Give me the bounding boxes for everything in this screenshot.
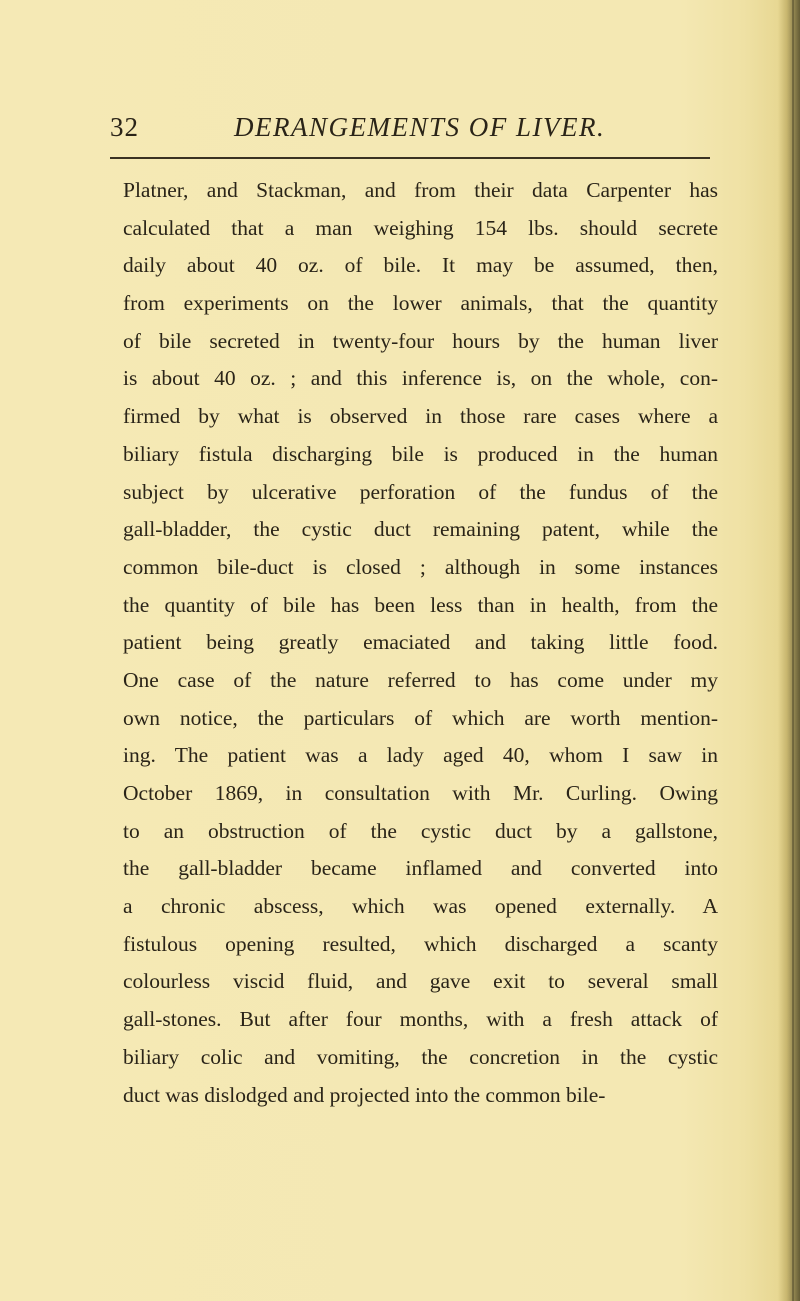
text-line: of bile secreted in twenty-four hours by the human liver bbox=[123, 328, 718, 353]
text-line: the quantity of bile has been less than in health, from the bbox=[123, 592, 718, 617]
text-line: calculated that a man weighing 154 lbs. should secrete bbox=[123, 215, 718, 240]
page-edge-line bbox=[792, 0, 794, 1301]
page-edge-shadow bbox=[778, 0, 800, 1301]
text-line: colourless viscid fluid, and gave exit to several small bbox=[123, 969, 718, 994]
running-head: DERANGEMENTS OF LIVER. bbox=[234, 112, 606, 142]
text-line: gall-stones. But after four months, with a fresh attack of bbox=[123, 1007, 718, 1032]
body-text bbox=[123, 172, 718, 1114]
text-line: patient being greatly emaciated and taking little food. bbox=[123, 630, 718, 655]
text-line: the gall-bladder became inflamed and converted into bbox=[123, 856, 718, 881]
text-line: from experiments on the lower animals, that the quantity bbox=[123, 291, 718, 316]
text-line: own notice, the particulars of which are worth mention- bbox=[123, 705, 718, 730]
page-number: 32 bbox=[110, 112, 139, 142]
text-line: One case of the nature referred to has come under my bbox=[123, 667, 718, 692]
text-line: daily about 40 oz. of bile. It may be assumed, then, bbox=[123, 253, 718, 278]
page-header bbox=[110, 112, 710, 152]
text-line: to an obstruction of the cystic duct by a gallstone, bbox=[123, 818, 718, 843]
text-line: firmed by what is observed in those rare cases where a bbox=[123, 404, 718, 429]
text-line: duct was dislodged and projected into the common bile- bbox=[123, 1082, 606, 1107]
text-line: common bile-duct is closed ; although in some instances bbox=[123, 554, 718, 579]
header-rule bbox=[110, 157, 710, 159]
text-line: Platner, and Stackman, and from their data Carpenter has bbox=[123, 178, 718, 202]
text-line: is about 40 oz. ; and this inference is, on the whole, con- bbox=[123, 366, 718, 391]
text-line: biliary fistula discharging bile is produced in the human bbox=[123, 441, 718, 466]
text-line: ing. The patient was a lady aged 40, whom I saw in bbox=[123, 743, 718, 768]
text-line: fistulous opening resulted, which discharged a scanty bbox=[123, 931, 718, 956]
text-line: gall-bladder, the cystic duct remaining patent, while the bbox=[123, 517, 718, 542]
text-line: subject by ulcerative perforation of the fundus of the bbox=[123, 479, 718, 504]
text-line: October 1869, in consultation with Mr. Curling. Owing bbox=[123, 781, 718, 805]
text-line: biliary colic and vomiting, the concretion in the cystic bbox=[123, 1044, 718, 1069]
text-line: a chronic abscess, which was opened externally. A bbox=[123, 894, 718, 919]
